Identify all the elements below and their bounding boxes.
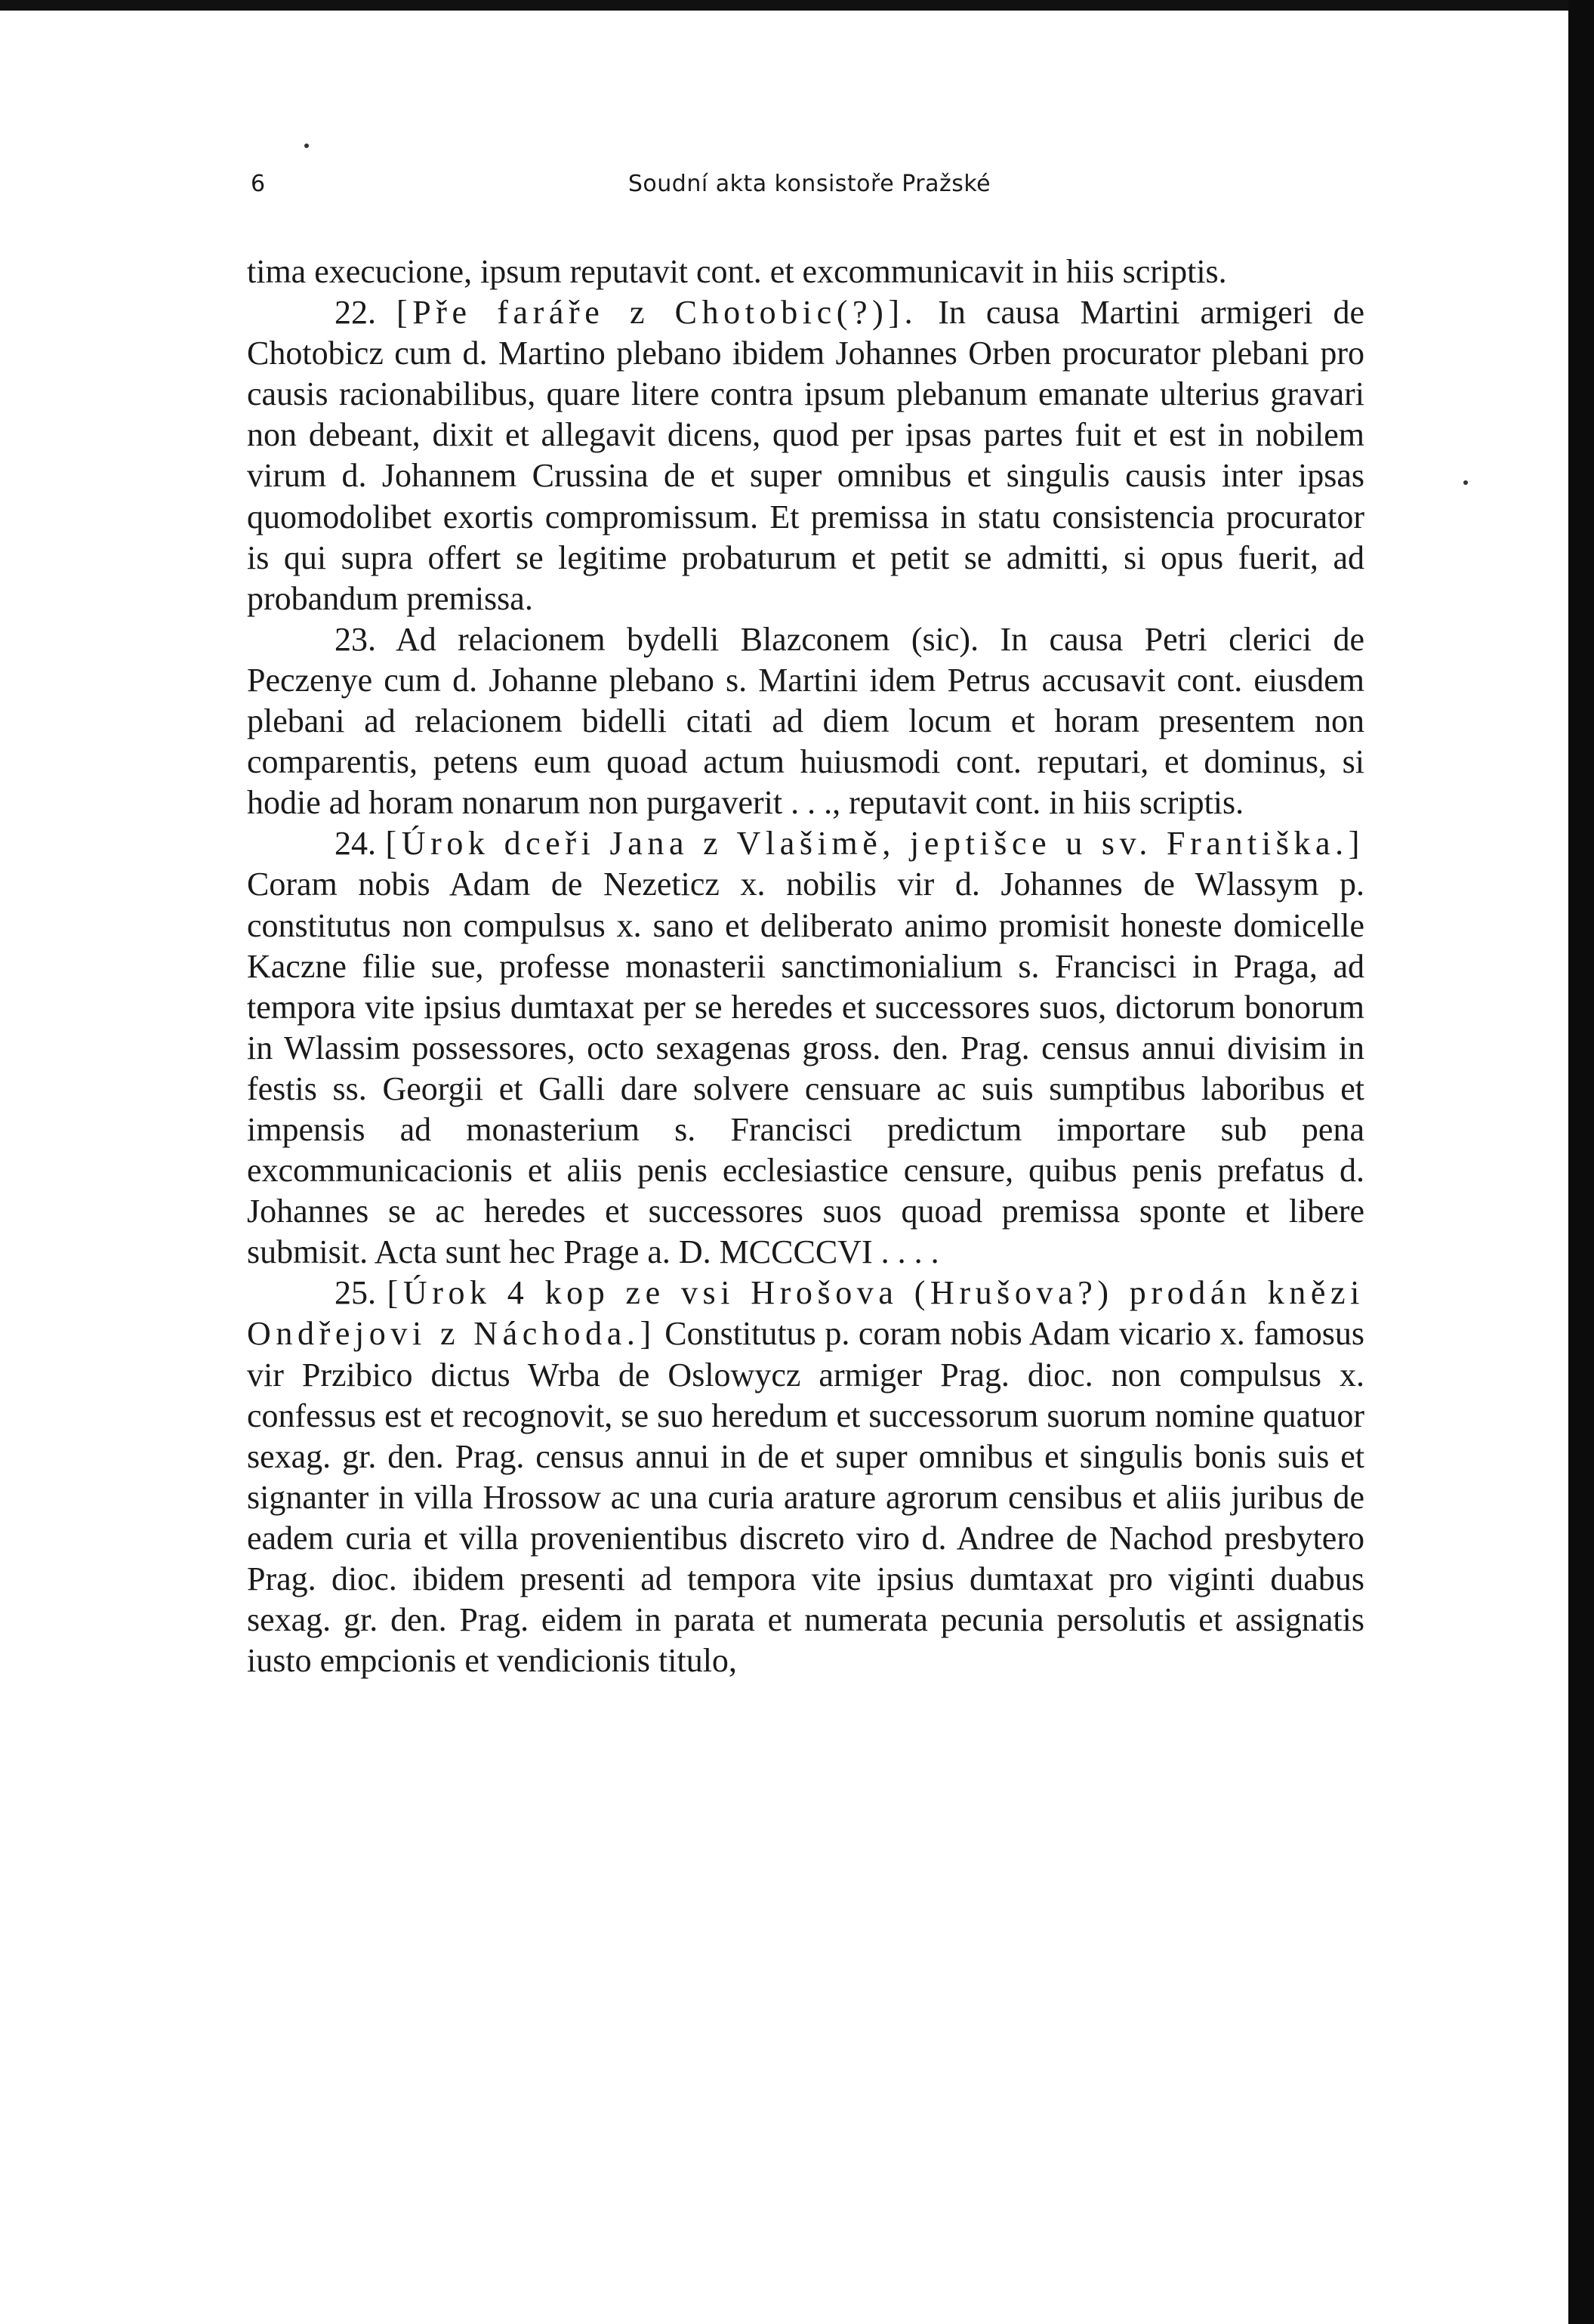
entry-heading: [Pře faráře z Chotobic(?)]. [396,294,918,332]
page-header [251,171,1368,208]
entry-text: Constitutus p. coram nobis Adam vicario x. famosus vir Przibico dictus Wrba de Oslowycz armiger Prag. dioc. non compulsus x. confessus est et recognovit, se suo heredum et successorum suorum nomine quatuor sexag. gr. den. Prag. census annui in de et super omnibus et singulis bonis suis et signanter in villa Hrossow ac una curia arature agrorum censibus et aliis juribus de eadem curia et villa provenientibus discreto viro d. Andree de Nachod presbytero Prag. dioc. ibidem presenti ad tempora vite ipsius dumtaxat pro viginti duabus sexag. gr. den. Prag. eidem in parata et numerata pecunia persolutis et assignatis iusto empcionis et vendicionis titulo, [247,1315,1364,1680]
running-title: Soudní akta konsistoře Pražské [627,171,991,197]
entry-23 [247,619,1364,823]
entry-text: In causa Petri clerici de Peczenye cum d. Johanne plebano s. Martini idem Petrus accusavit cont. eiusdem plebani ad relacionem bidelli citati ad diem locum et horam presentem non comparentis, petens eum quoad actum huiusmodi cont. reputari, et dominus, si hodie ad horam nonarum non purgaverit . . ., reputavit cont. in hiis scriptis. [247,620,1364,822]
scan-speck [304,144,309,148]
entry-number: 23. [335,620,376,658]
entry-number: 22. [335,294,376,332]
page-number: 6 [251,171,266,197]
entry-text: tima execucione, ipsum reputavit cont. et excommunicavit in hiis scriptis. [247,253,1227,290]
entry-heading: [Úrok dceři Jana z Vlašimě, jeptišce u sv. Františka.] [385,825,1364,863]
entry-continuation [247,252,1364,292]
scan-speck [1463,480,1468,485]
entry-text: Coram nobis Adam de Nezeticz x. nobilis vir d. Johannes de Wlassym p. constitutus non compulsus x. sano et deliberato animo promisit honeste domicelle Kaczne filie sue, professe monasterii sanctimonialium s. Francisci in Praga, ad tempora vite ipsius dumtaxat per se heredes et successores suos, dictorum bonorum in Wlassim possessores, octo sexagenas gross. den. Prag. census annui divisim in festis ss. Georgii et Galli dare solvere censuare ac suis sumptibus laboribus et impensis ad monasterium s. Francisci predictum importare sub pena excommunicacionis et aliis penis ecclesiastice censure, quibus penis prefatus d. Johannes se ac heredes et successores suos quoad premissa sponte et libere submisit. Acta sunt hec Prage a. D. MCCCCVI . . . . [247,866,1364,1271]
entry-22 [247,292,1364,619]
entry-number: 24. [335,825,376,863]
entry-25 [247,1273,1364,1681]
scan-frame-right [1568,0,1594,2324]
entry-text: In causa Martini armigeri de Chotobicz cum d. Martino plebano ibidem Johannes Orben procurator plebani pro causis racionabilibus, quare litere contra ipsum plebanum emanate ulterius gravari non debeant, dixit et allegavit dicens, quod per ipsas partes fuit et est in nobilem virum d. Johannem Crussina de et super omnibus et singulis causis inter ipsas quomodolibet exortis compromissum. Et premissa in statu consistencia procurator is qui supra offert se legitime probaturum et petit se admitti, si opus fuerit, ad probandum premissa. [247,294,1364,617]
text-block [247,252,1364,1681]
entry-heading: Ad relacionem bydelli Blazconem (sic). [395,620,979,658]
entry-number: 25. [335,1274,376,1312]
scan-frame-top [0,0,1594,11]
entry-heading: [Úrok 4 kop ze vsi Hrošova (Hrušova?) prodán knězi Ondřejovi z Náchoda.] [247,1274,1364,1353]
entry-24 [247,823,1364,1273]
